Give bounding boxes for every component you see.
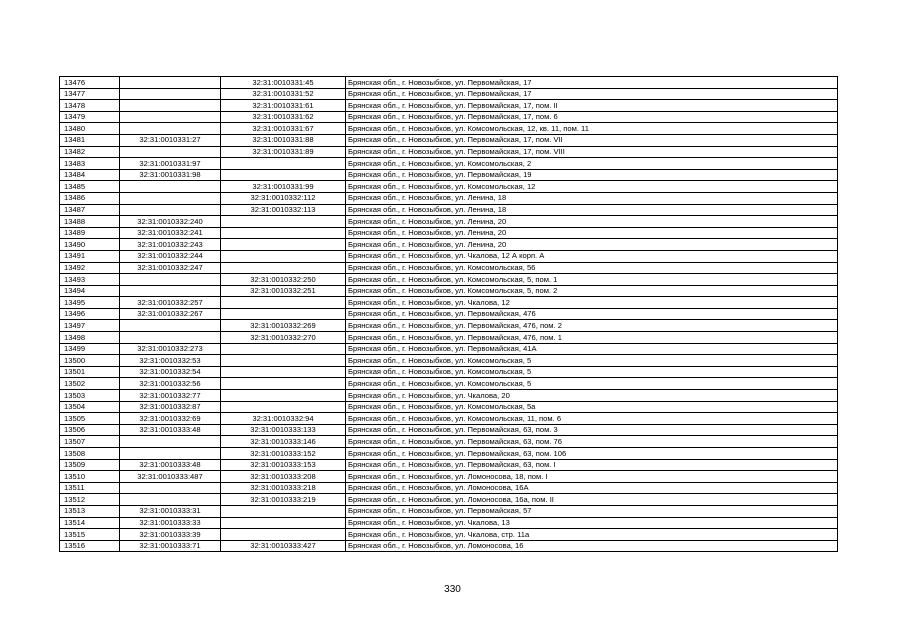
object-cadastral-number-cell: 32:31:0010332:251 [221, 285, 346, 297]
land-cadastral-number-cell: 32:31:0010333:48 [120, 459, 221, 471]
table-row [60, 436, 838, 448]
land-cadastral-number-cell: 32:31:0010332:247 [120, 262, 221, 274]
table-row [60, 366, 838, 378]
row-number-cell: 13505 [60, 413, 120, 425]
object-cadastral-number-cell [221, 227, 346, 239]
address-cell: Брянская обл., г. Новозыбков, ул. Первомайская, 17, пом. VII [346, 134, 838, 146]
row-number-cell: 13492 [60, 262, 120, 274]
table-row [60, 378, 838, 390]
address-cell: Брянская обл., г. Новозыбков, ул. Ломоносова, 16а, пом. II [346, 494, 838, 506]
table-row [60, 181, 838, 193]
land-cadastral-number-cell: 32:31:0010332:241 [120, 227, 221, 239]
row-number-cell: 13482 [60, 146, 120, 158]
table-row [60, 505, 838, 517]
table-row [60, 355, 838, 367]
object-cadastral-number-cell [221, 239, 346, 251]
address-cell: Брянская обл., г. Новозыбков, ул. Первомайская, 17, пом. VIII [346, 146, 838, 158]
row-number-cell: 13480 [60, 123, 120, 135]
object-cadastral-number-cell: 32:31:0010332:269 [221, 320, 346, 332]
land-cadastral-number-cell [120, 192, 221, 204]
table-row [60, 123, 838, 135]
row-number-cell: 13483 [60, 158, 120, 170]
address-cell: Брянская обл., г. Новозыбков, ул. Ленина, 20 [346, 227, 838, 239]
row-number-cell: 13504 [60, 401, 120, 413]
land-cadastral-number-cell: 32:31:0010333:48 [120, 424, 221, 436]
land-cadastral-number-cell: 32:31:0010332:69 [120, 413, 221, 425]
row-number-cell: 13484 [60, 169, 120, 181]
land-cadastral-number-cell: 32:31:0010332:244 [120, 250, 221, 262]
object-cadastral-number-cell: 32:31:0010333:152 [221, 448, 346, 460]
land-cadastral-number-cell: 32:31:0010332:243 [120, 239, 221, 251]
table-row [60, 216, 838, 228]
object-cadastral-number-cell: 32:31:0010333:218 [221, 482, 346, 494]
object-cadastral-number-cell [221, 505, 346, 517]
address-cell: Брянская обл., г. Новозыбков, ул. Ленина, 18 [346, 192, 838, 204]
address-cell: Брянская обл., г. Новозыбков, ул. Комсомольская, 11, пом. 6 [346, 413, 838, 425]
object-cadastral-number-cell [221, 216, 346, 228]
table-row [60, 134, 838, 146]
land-cadastral-number-cell: 32:31:0010333:39 [120, 529, 221, 541]
land-cadastral-number-cell: 32:31:0010332:257 [120, 297, 221, 309]
address-cell: Брянская обл., г. Новозыбков, ул. Комсомольская, 5 [346, 366, 838, 378]
table-row [60, 482, 838, 494]
object-cadastral-number-cell: 32:31:0010331:62 [221, 111, 346, 123]
table-row [60, 169, 838, 181]
row-number-cell: 13479 [60, 111, 120, 123]
object-cadastral-number-cell: 32:31:0010331:61 [221, 100, 346, 112]
table-row [60, 332, 838, 344]
land-cadastral-number-cell: 32:31:0010333:71 [120, 540, 221, 552]
object-cadastral-number-cell: 32:31:0010331:67 [221, 123, 346, 135]
land-cadastral-number-cell [120, 482, 221, 494]
row-number-cell: 13513 [60, 505, 120, 517]
land-cadastral-number-cell: 32:31:0010332:267 [120, 308, 221, 320]
table-row [60, 413, 838, 425]
row-number-cell: 13493 [60, 274, 120, 286]
row-number-cell: 13503 [60, 390, 120, 402]
land-cadastral-number-cell: 32:31:0010332:240 [120, 216, 221, 228]
land-cadastral-number-cell [120, 88, 221, 100]
row-number-cell: 13508 [60, 448, 120, 460]
object-cadastral-number-cell [221, 158, 346, 170]
land-cadastral-number-cell [120, 123, 221, 135]
row-number-cell: 13511 [60, 482, 120, 494]
object-cadastral-number-cell [221, 517, 346, 529]
address-cell: Брянская обл., г. Новозыбков, ул. Ломоносова, 18, пом. I [346, 471, 838, 483]
object-cadastral-number-cell: 32:31:0010332:250 [221, 274, 346, 286]
land-cadastral-number-cell [120, 204, 221, 216]
address-cell: Брянская обл., г. Новозыбков, ул. Первомайская, 17, пом. II [346, 100, 838, 112]
address-cell: Брянская обл., г. Новозыбков, ул. Первомайская, 476, пом. 1 [346, 332, 838, 344]
row-number-cell: 13496 [60, 308, 120, 320]
land-cadastral-number-cell [120, 436, 221, 448]
address-cell: Брянская обл., г. Новозыбков, ул. Комсомольская, 5, пом. 1 [346, 274, 838, 286]
address-cell: Брянская обл., г. Новозыбков, ул. Комсомольская, 5 [346, 378, 838, 390]
address-cell: Брянская обл., г. Новозыбков, ул. Первомайская, 17, пом. 6 [346, 111, 838, 123]
table-row [60, 204, 838, 216]
row-number-cell: 13476 [60, 77, 120, 89]
table-row [60, 88, 838, 100]
row-number-cell: 13494 [60, 285, 120, 297]
address-cell: Брянская обл., г. Новозыбков, ул. Комсомольская, 12 [346, 181, 838, 193]
land-cadastral-number-cell: 32:31:0010332:54 [120, 366, 221, 378]
table-row [60, 424, 838, 436]
land-cadastral-number-cell: 32:31:0010331:97 [120, 158, 221, 170]
object-cadastral-number-cell [221, 378, 346, 390]
address-cell: Брянская обл., г. Новозыбков, ул. Комсомольская, 2 [346, 158, 838, 170]
table-row [60, 471, 838, 483]
address-cell: Брянская обл., г. Новозыбков, ул. Первомайская, 476 [346, 308, 838, 320]
object-cadastral-number-cell: 32:31:0010331:89 [221, 146, 346, 158]
row-number-cell: 13498 [60, 332, 120, 344]
object-cadastral-number-cell [221, 343, 346, 355]
land-cadastral-number-cell: 32:31:0010331:27 [120, 134, 221, 146]
table-row [60, 274, 838, 286]
land-cadastral-number-cell: 32:31:0010332:87 [120, 401, 221, 413]
table-row [60, 517, 838, 529]
address-cell: Брянская обл., г. Новозыбков, ул. Чкалова, 20 [346, 390, 838, 402]
table-row [60, 262, 838, 274]
object-cadastral-number-cell [221, 308, 346, 320]
land-cadastral-number-cell [120, 448, 221, 460]
row-number-cell: 13516 [60, 540, 120, 552]
land-cadastral-number-cell: 32:31:0010332:53 [120, 355, 221, 367]
table-row [60, 239, 838, 251]
table-row [60, 250, 838, 262]
address-cell: Брянская обл., г. Новозыбков, ул. Первомайская, 41А [346, 343, 838, 355]
address-cell: Брянская обл., г. Новозыбков, ул. Первомайская, 476, пом. 2 [346, 320, 838, 332]
land-cadastral-number-cell [120, 494, 221, 506]
address-cell: Брянская обл., г. Новозыбков, ул. Первомайская, 57 [346, 505, 838, 517]
address-cell: Брянская обл., г. Новозыбков, ул. Первомайская, 19 [346, 169, 838, 181]
address-cell: Брянская обл., г. Новозыбков, ул. Комсомольская, 12, кв. 11, пом. 11 [346, 123, 838, 135]
table-row [60, 540, 838, 552]
row-number-cell: 13477 [60, 88, 120, 100]
object-cadastral-number-cell [221, 390, 346, 402]
table-row [60, 343, 838, 355]
table-row [60, 320, 838, 332]
address-cell: Брянская обл., г. Новозыбков, ул. Ломоносова, 16 [346, 540, 838, 552]
object-cadastral-number-cell [221, 529, 346, 541]
address-cell: Брянская обл., г. Новозыбков, ул. Чкалова, 13 [346, 517, 838, 529]
row-number-cell: 13481 [60, 134, 120, 146]
page-number: 330 [444, 584, 461, 595]
object-cadastral-number-cell: 32:31:0010332:112 [221, 192, 346, 204]
address-cell: Брянская обл., г. Новозыбков, ул. Комсомольская, 5 [346, 355, 838, 367]
row-number-cell: 13512 [60, 494, 120, 506]
row-number-cell: 13495 [60, 297, 120, 309]
object-cadastral-number-cell: 32:31:0010333:219 [221, 494, 346, 506]
land-cadastral-number-cell [120, 320, 221, 332]
address-cell: Брянская обл., г. Новозыбков, ул. Первомайская, 63, пом. 3 [346, 424, 838, 436]
land-cadastral-number-cell: 32:31:0010333:31 [120, 505, 221, 517]
row-number-cell: 13478 [60, 100, 120, 112]
land-cadastral-number-cell [120, 77, 221, 89]
row-number-cell: 13515 [60, 529, 120, 541]
row-number-cell: 13491 [60, 250, 120, 262]
address-cell: Брянская обл., г. Новозыбков, ул. Ленина, 20 [346, 239, 838, 251]
land-cadastral-number-cell: 32:31:0010333:487 [120, 471, 221, 483]
object-cadastral-number-cell [221, 401, 346, 413]
object-cadastral-number-cell: 32:31:0010332:94 [221, 413, 346, 425]
land-cadastral-number-cell [120, 111, 221, 123]
address-cell: Брянская обл., г. Новозыбков, ул. Чкалова, 12 А корп. А [346, 250, 838, 262]
land-cadastral-number-cell: 32:31:0010331:98 [120, 169, 221, 181]
object-cadastral-number-cell: 32:31:0010333:153 [221, 459, 346, 471]
address-cell: Брянская обл., г. Новозыбков, ул. Комсомольская, 5а [346, 401, 838, 413]
land-cadastral-number-cell [120, 274, 221, 286]
object-cadastral-number-cell: 32:31:0010331:45 [221, 77, 346, 89]
object-cadastral-number-cell [221, 355, 346, 367]
row-number-cell: 13487 [60, 204, 120, 216]
object-cadastral-number-cell: 32:31:0010333:208 [221, 471, 346, 483]
registry-table-body [60, 77, 838, 552]
registry-table [59, 76, 838, 552]
row-number-cell: 13499 [60, 343, 120, 355]
row-number-cell: 13497 [60, 320, 120, 332]
table-row [60, 158, 838, 170]
row-number-cell: 13489 [60, 227, 120, 239]
row-number-cell: 13509 [60, 459, 120, 471]
land-cadastral-number-cell [120, 285, 221, 297]
table-row [60, 77, 838, 89]
row-number-cell: 13485 [60, 181, 120, 193]
row-number-cell: 13488 [60, 216, 120, 228]
land-cadastral-number-cell: 32:31:0010332:273 [120, 343, 221, 355]
row-number-cell: 13490 [60, 239, 120, 251]
row-number-cell: 13486 [60, 192, 120, 204]
object-cadastral-number-cell [221, 250, 346, 262]
table-row [60, 146, 838, 158]
object-cadastral-number-cell [221, 262, 346, 274]
land-cadastral-number-cell: 32:31:0010333:33 [120, 517, 221, 529]
address-cell: Брянская обл., г. Новозыбков, ул. Ленина, 20 [346, 216, 838, 228]
table-row [60, 448, 838, 460]
table-row [60, 111, 838, 123]
land-cadastral-number-cell [120, 181, 221, 193]
land-cadastral-number-cell: 32:31:0010332:77 [120, 390, 221, 402]
table-row [60, 297, 838, 309]
object-cadastral-number-cell: 32:31:0010333:146 [221, 436, 346, 448]
object-cadastral-number-cell: 32:31:0010331:99 [221, 181, 346, 193]
table-row [60, 308, 838, 320]
row-number-cell: 13502 [60, 378, 120, 390]
table-row [60, 100, 838, 112]
object-cadastral-number-cell: 32:31:0010331:52 [221, 88, 346, 100]
table-row [60, 401, 838, 413]
address-cell: Брянская обл., г. Новозыбков, ул. Первомайская, 17 [346, 77, 838, 89]
address-cell: Брянская обл., г. Новозыбков, ул. Ленина, 18 [346, 204, 838, 216]
object-cadastral-number-cell [221, 366, 346, 378]
table-row [60, 494, 838, 506]
address-cell: Брянская обл., г. Новозыбков, ул. Первомайская, 63, пом. 76 [346, 436, 838, 448]
address-cell: Брянская обл., г. Новозыбков, ул. Комсомольская, 56 [346, 262, 838, 274]
object-cadastral-number-cell: 32:31:0010331:88 [221, 134, 346, 146]
object-cadastral-number-cell [221, 297, 346, 309]
address-cell: Брянская обл., г. Новозыбков, ул. Ломоносова, 16А [346, 482, 838, 494]
address-cell: Брянская обл., г. Новозыбков, ул. Первомайская, 63, пом. 106 [346, 448, 838, 460]
table-row [60, 529, 838, 541]
address-cell: Брянская обл., г. Новозыбков, ул. Чкалова, стр. 11а [346, 529, 838, 541]
address-cell: Брянская обл., г. Новозыбков, ул. Первомайская, 63, пом. I [346, 459, 838, 471]
object-cadastral-number-cell: 32:31:0010332:113 [221, 204, 346, 216]
table-row [60, 390, 838, 402]
row-number-cell: 13514 [60, 517, 120, 529]
object-cadastral-number-cell: 32:31:0010332:270 [221, 332, 346, 344]
address-cell: Брянская обл., г. Новозыбков, ул. Комсомольская, 5, пом. 2 [346, 285, 838, 297]
land-cadastral-number-cell [120, 100, 221, 112]
land-cadastral-number-cell [120, 146, 221, 158]
table-row [60, 459, 838, 471]
row-number-cell: 13507 [60, 436, 120, 448]
table-row [60, 285, 838, 297]
row-number-cell: 13510 [60, 471, 120, 483]
object-cadastral-number-cell [221, 169, 346, 181]
object-cadastral-number-cell: 32:31:0010333:133 [221, 424, 346, 436]
address-cell: Брянская обл., г. Новозыбков, ул. Первомайская, 17 [346, 88, 838, 100]
row-number-cell: 13506 [60, 424, 120, 436]
row-number-cell: 13501 [60, 366, 120, 378]
row-number-cell: 13500 [60, 355, 120, 367]
land-cadastral-number-cell [120, 332, 221, 344]
table-row [60, 192, 838, 204]
address-cell: Брянская обл., г. Новозыбков, ул. Чкалова, 12 [346, 297, 838, 309]
table-row [60, 227, 838, 239]
land-cadastral-number-cell: 32:31:0010332:56 [120, 378, 221, 390]
object-cadastral-number-cell: 32:31:0010333:427 [221, 540, 346, 552]
